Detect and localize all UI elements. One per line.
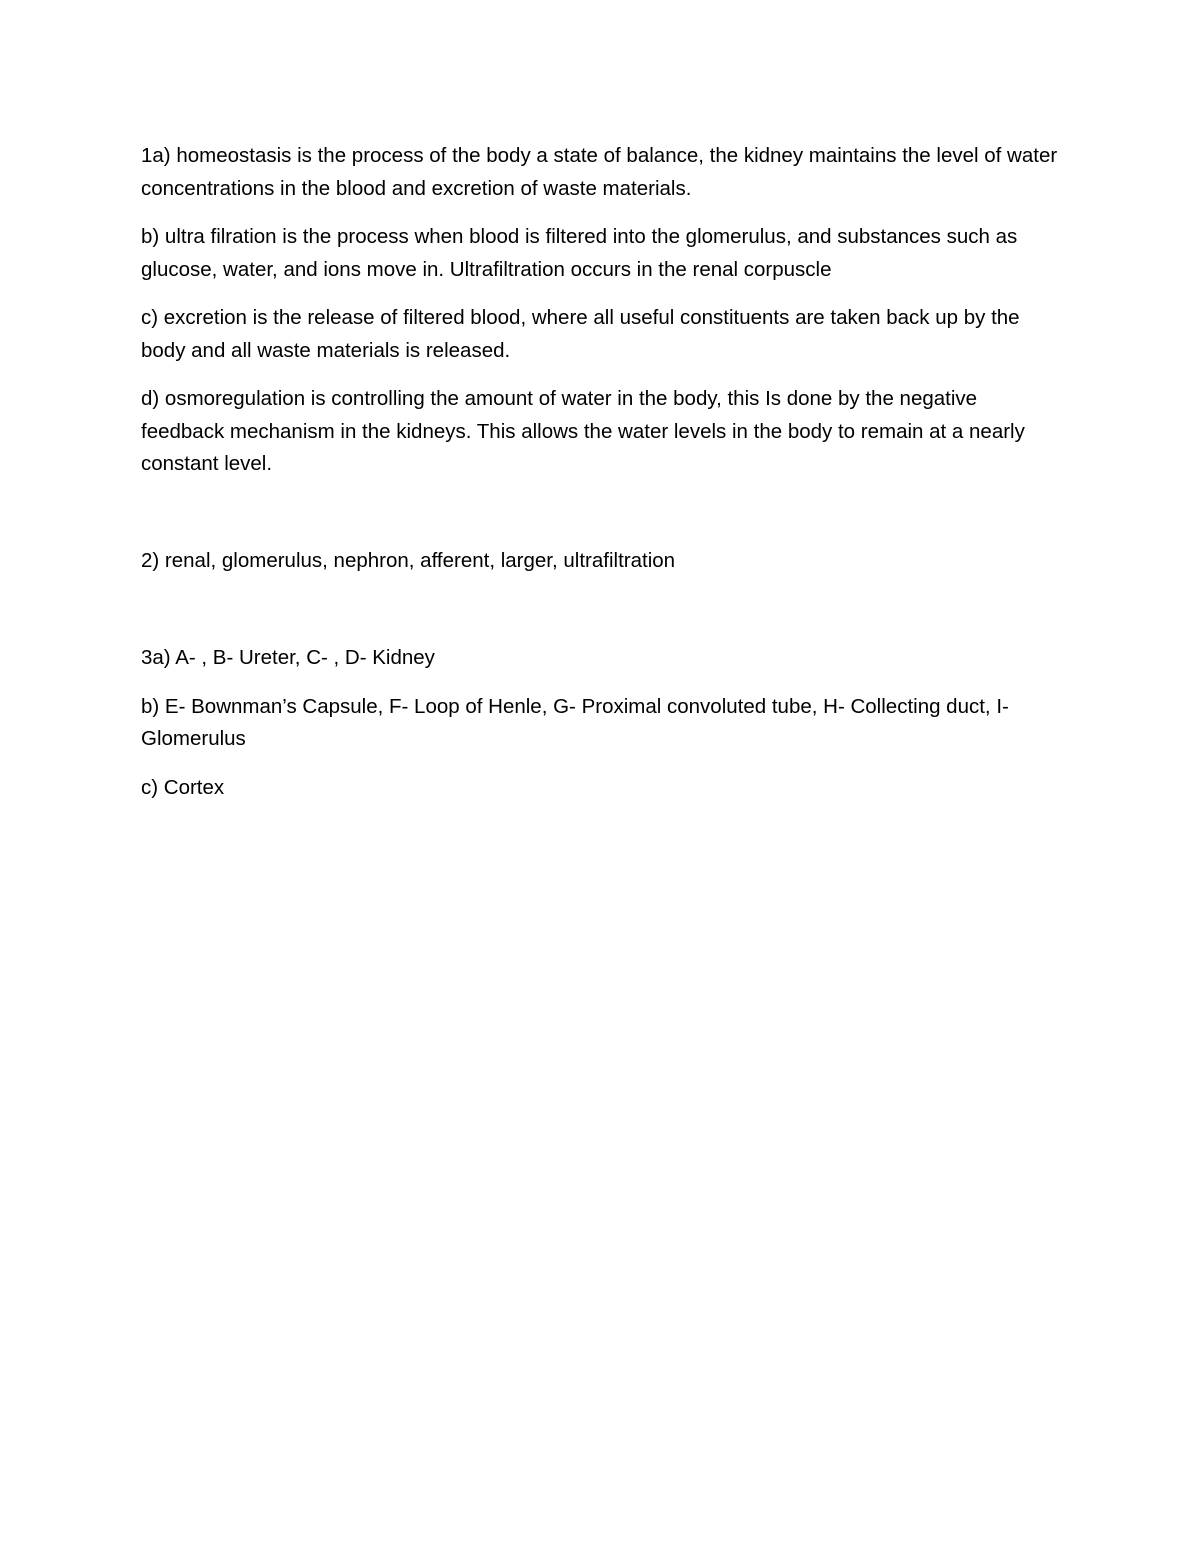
answer-3a-paragraph: 3a) A- , B- Ureter, C- , D- Kidney	[141, 646, 435, 669]
answer-2-paragraph: 2) renal, glomerulus, nephron, afferent, larger, ultrafiltration	[141, 549, 676, 572]
answer-3b-paragraph: b) E- Bownman’s Capsule, F- Loop of Henle, G- Proximal convoluted tube, H- Collecting duct, I- Glomerulus	[141, 694, 1009, 750]
answer-1d-paragraph: d) osmoregulation is controlling the amount of water in the body, this Is done by the negative feedback mechanism in the kidneys. This allows the water levels in the body to remain at a nearly constant level.	[141, 387, 1025, 475]
answer-1b-paragraph: b) ultra filration is the process when blood is filtered into the glomerulus, and substances such as glucose, water, and ions move in. Ultrafiltration occurs in the renal corpuscle	[141, 225, 1018, 281]
blank-line	[141, 594, 1061, 627]
answer-1a-paragraph: 1a) homeostasis is the process of the body a state of balance, the kidney maintains the level of water concentrations in the blood and excretion of waste materials.	[141, 144, 1058, 200]
answer-3c-paragraph: c) Cortex	[141, 775, 225, 799]
blank-line	[141, 497, 1061, 530]
answer-1c-paragraph: c) excretion is the release of filtered blood, where all useful constituents are taken back up by the body and all waste materials is released.	[141, 306, 1020, 362]
document-body	[141, 140, 1061, 820]
